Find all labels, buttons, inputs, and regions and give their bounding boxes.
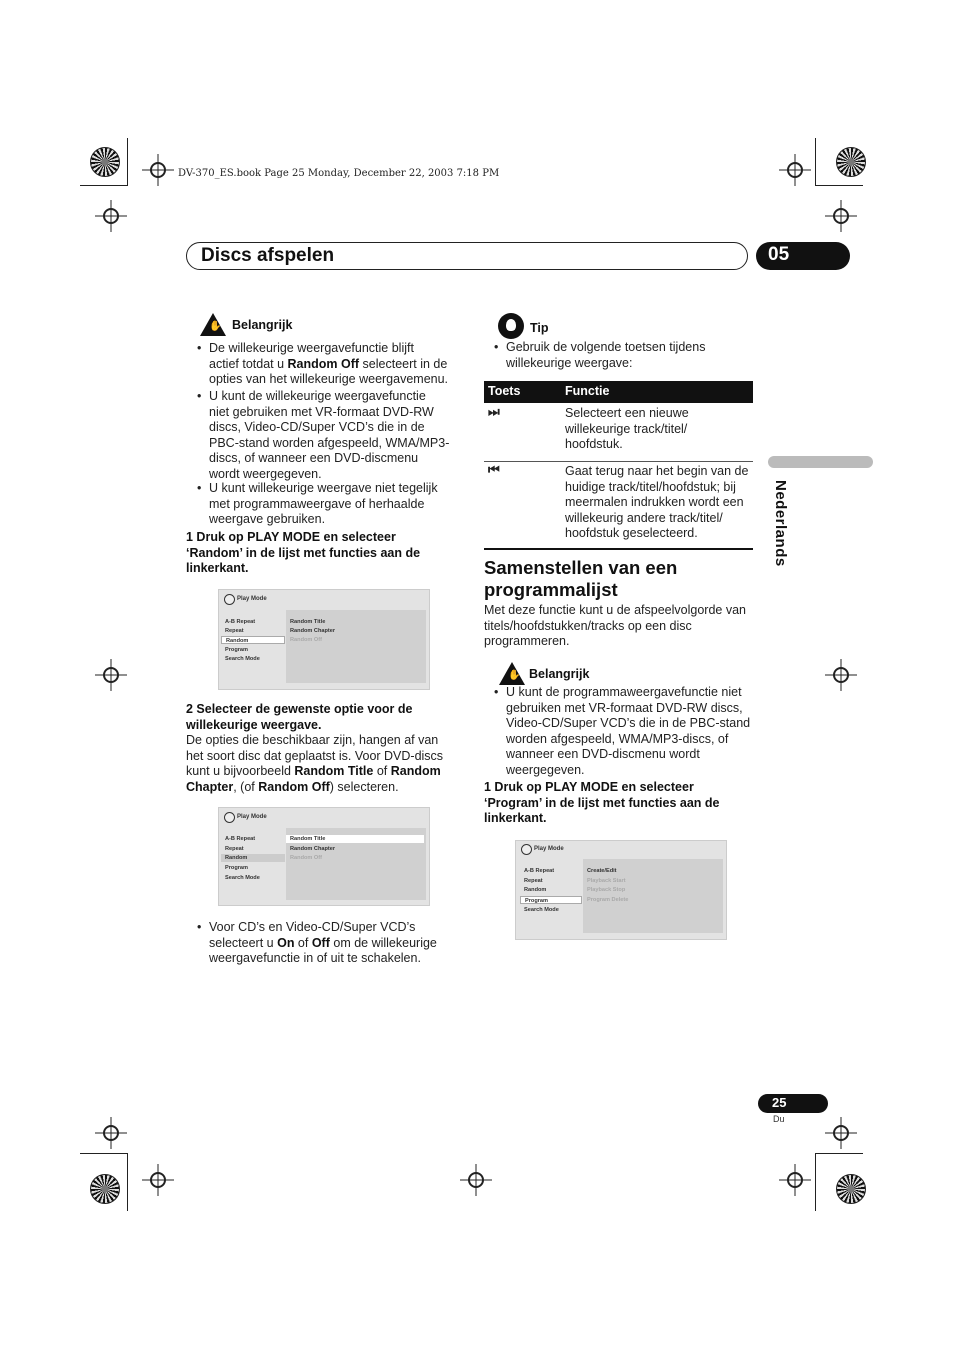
- menu-item: A-B Repeat: [524, 868, 555, 874]
- text-line: willekeurige weergave:: [506, 355, 633, 370]
- play-mode-screen-random: [218, 589, 430, 690]
- text-line: linkerkant.: [186, 561, 249, 576]
- tip-lightbulb-icon: [498, 313, 524, 339]
- play-mode-screen-program: [515, 840, 727, 940]
- text-line: weergegeven.: [506, 762, 585, 777]
- table-divider: [484, 461, 753, 462]
- option-item: Create/Edit: [587, 868, 617, 874]
- menu-item-selected: Program: [520, 896, 582, 904]
- step-2-select-option: [186, 702, 461, 733]
- step-1-program: [484, 780, 756, 827]
- text-line: programmalijst: [484, 579, 618, 600]
- registration-wheel-icon: [90, 1174, 120, 1204]
- text-line: 2 Selecteer de gewenste optie voor de: [186, 702, 413, 716]
- registration-cross-icon: [787, 162, 803, 178]
- menu-item: Repeat: [524, 878, 543, 884]
- menu-item: Search Mode: [524, 907, 559, 913]
- text-line: opties van het willekeurige weergavemenu.: [209, 372, 449, 387]
- menu-item: Program: [225, 647, 249, 653]
- list-item: • U kunt de programmaweergavefunctie niet gebruiken met VR-formaat DVD-RW discs, Video-CD/Super VCD’s die in de PBC-stand worden afgespeeld, WMA/MP3-discs, of wanneer een DVD-discmenu wordt weergegeven.: [506, 685, 758, 779]
- table-cell: [565, 406, 755, 453]
- text-line: Gebruik de volgende toetsen tijdens: [506, 340, 706, 354]
- registration-cross-icon: [150, 1172, 166, 1188]
- option-item-disabled: Playback Start: [587, 878, 626, 884]
- registration-cross-icon: [103, 208, 119, 224]
- crop-mark: [127, 1153, 128, 1211]
- registration-cross-icon: [787, 1172, 803, 1188]
- text-line: ‘Program’ in de lijst met functies aan de: [484, 795, 720, 810]
- registration-cross-icon: [833, 1125, 849, 1141]
- important-label: Belangrijk: [529, 667, 590, 681]
- crop-mark: [815, 1153, 863, 1154]
- chapter-number: 05: [768, 244, 790, 265]
- text-line: het soort disc dat geplaatst is. Voor DVD-discs: [186, 748, 444, 763]
- crop-mark: [80, 1153, 128, 1154]
- chapter-title-bar: [186, 242, 748, 270]
- screen-title: Play Mode: [237, 596, 267, 602]
- list-item: • De willekeurige weergavefunctie blijft actief totdat u Random Off selecteert in de opties van het willekeurige weergavemenu.: [209, 341, 469, 388]
- screen-title: Play Mode: [534, 846, 564, 852]
- menu-item: A-B Repeat: [225, 836, 256, 842]
- tip-label: Tip: [530, 321, 549, 335]
- book-info: DV-370_ES.book Page 25 Monday, December 22, 2003 7:18 PM: [178, 168, 500, 179]
- text-line: gebruiken met VR-formaat DVD-RW discs,: [506, 700, 743, 715]
- text-line: huidige track/titel/hoofdstuk; bij: [565, 479, 736, 494]
- text-line: wordt weergegeven.: [209, 466, 322, 481]
- text-line: De willekeurige weergavefunctie blijft: [209, 341, 414, 355]
- text-line: U kunt willekeurige weergave niet tegelijk: [209, 481, 438, 495]
- crop-mark: [127, 138, 128, 186]
- option-item: Random Chapter: [290, 628, 336, 634]
- chapter-badge: [756, 242, 850, 270]
- screen-title: Play Mode: [237, 814, 267, 820]
- text-line: PBC-stand worden afgespeeld, WMA/MP3-: [209, 435, 450, 450]
- table-header: [484, 381, 753, 403]
- option-item-disabled: Program Delete: [587, 897, 629, 903]
- crop-mark: [815, 1153, 816, 1211]
- language-code: Du: [773, 1114, 785, 1124]
- registration-wheel-icon: [90, 147, 120, 177]
- text-line: worden afgespeeld, WMA/MP3-discs, of: [506, 731, 729, 746]
- list-item: • Gebruik de volgende toetsen tijdens willekeurige weergave:: [506, 340, 756, 371]
- crop-mark: [815, 185, 863, 186]
- page-number-badge: [758, 1094, 828, 1113]
- menu-item-selected: Random: [221, 636, 285, 644]
- page-title: Discs afspelen: [201, 245, 335, 266]
- list-item: • Voor CD’s en Video-CD/Super VCD’s selecteert u On of Off om de willekeurige weergavefunctie in of uit te schakelen.: [209, 920, 469, 967]
- important-label: Belangrijk: [232, 318, 293, 332]
- option-item-disabled: Random Off: [290, 855, 323, 861]
- text-line: meermalen indrukken wordt een: [565, 495, 744, 510]
- disc-icon: [224, 812, 235, 823]
- section-rule: [484, 548, 753, 550]
- disc-icon: [521, 844, 532, 855]
- text-line: hoofdstuk geselecteerd.: [565, 526, 698, 541]
- menu-item: Repeat: [225, 628, 244, 634]
- text-line: Met deze functie kunt u de afspeelvolgorde van: [484, 603, 746, 617]
- text-line: Chapter, (of Random Off) selecteren.: [186, 779, 399, 794]
- menu-item: Program: [225, 865, 249, 871]
- text-line: met programmaweergave of herhaalde: [209, 496, 425, 511]
- section-heading: [484, 557, 756, 601]
- column-header: Toets: [488, 384, 521, 398]
- text-line: programmeren.: [484, 634, 570, 649]
- option-item-disabled: Playback Stop: [587, 887, 626, 893]
- list-item: • U kunt willekeurige weergave niet tegelijk met programmaweergave of herhaalde weergave gebruiken.: [209, 481, 469, 528]
- text-line: Voor CD’s en Video-CD/Super VCD’s: [209, 920, 416, 934]
- text-line: Gaat terug naar het begin van de: [565, 464, 749, 478]
- language-label: Nederlands: [772, 480, 789, 567]
- text-line: willekeurige weergave.: [186, 717, 322, 732]
- menu-item-active: Random: [221, 854, 285, 862]
- option-item: Random Chapter: [290, 846, 336, 852]
- text-line: Selecteert een nieuwe: [565, 406, 689, 420]
- text-line: niet gebruiken met VR-formaat DVD-RW: [209, 404, 434, 419]
- text-line: actief totdat u Random Off selecteert in de: [209, 356, 448, 371]
- text-line: hoofdstuk.: [565, 437, 623, 452]
- page-number: 25: [772, 1095, 787, 1110]
- language-tab: [768, 456, 873, 468]
- registration-cross-icon: [833, 667, 849, 683]
- text-line: Video-CD/Super VCD’s die in de PBC-stand: [506, 716, 751, 731]
- menu-item: Repeat: [225, 846, 244, 852]
- text-line: discs, Video-CD/Super VCD’s die in de: [209, 420, 425, 435]
- step-1-random: [186, 530, 461, 577]
- text-line: willekeurige track/titel/: [565, 421, 688, 436]
- crop-mark: [815, 138, 816, 186]
- warning-icon: ✋: [200, 313, 226, 336]
- text-line: 1 Druk op PLAY MODE en selecteer: [186, 530, 396, 544]
- registration-wheel-icon: [836, 1174, 866, 1204]
- text-line: weergave gebruiken.: [209, 512, 326, 527]
- text-line: weergavefunctie in of uit te schakelen.: [209, 951, 421, 966]
- registration-cross-icon: [103, 1125, 119, 1141]
- text-line: discs, of wanneer een DVD-discmenu: [209, 451, 419, 466]
- next-track-icon: ⏭: [488, 404, 500, 419]
- previous-track-icon: ⏮: [488, 462, 500, 477]
- text-line: U kunt de willekeurige weergavefunctie: [209, 389, 426, 403]
- list-item: • U kunt de willekeurige weergavefunctie niet gebruiken met VR-formaat DVD-RW discs, Video-CD/Super VCD’s die in de PBC-stand worden afgespeeld, WMA/MP3- discs, of wanneer een DVD-discmenu wordt weergegeven.: [209, 389, 469, 483]
- registration-cross-icon: [468, 1172, 484, 1188]
- option-item-disabled: Random Off: [290, 637, 323, 643]
- text-line: 1 Druk op PLAY MODE en selecteer: [484, 780, 694, 794]
- menu-item: Search Mode: [225, 875, 260, 881]
- registration-wheel-icon: [836, 147, 866, 177]
- menu-item: A-B Repeat: [225, 619, 256, 625]
- registration-cross-icon: [833, 208, 849, 224]
- option-item: Random Title: [290, 619, 326, 625]
- menu-item: Random: [524, 887, 547, 893]
- text-line: titels/hoofdstukken/tracks op een disc: [484, 618, 692, 633]
- section-body: [484, 603, 759, 650]
- column-header: Functie: [565, 384, 610, 398]
- text-line: U kunt de programmaweergavefunctie niet: [506, 685, 742, 699]
- registration-cross-icon: [103, 667, 119, 683]
- warning-icon: ✋: [499, 662, 525, 685]
- step-2-body: [186, 733, 466, 795]
- disc-icon: [224, 594, 235, 605]
- crop-mark: [80, 185, 128, 186]
- menu-item: Search Mode: [225, 656, 260, 662]
- text-line: selecteert u On of Off om de willekeurige: [209, 935, 437, 950]
- option-item-selected: Random Title: [286, 835, 424, 843]
- text-line: Samenstellen van een: [484, 557, 678, 578]
- text-line: De opties die beschikbaar zijn, hangen af van: [186, 733, 439, 747]
- play-mode-screen-random-options: [218, 807, 430, 906]
- text-line: linkerkant.: [484, 811, 547, 826]
- table-cell: [565, 464, 757, 542]
- text-line: kunt u bijvoorbeeld Random Title of Random: [186, 764, 441, 779]
- text-line: ‘Random’ in de lijst met functies aan de: [186, 545, 421, 560]
- text-line: wanneer een DVD-discmenu wordt: [506, 747, 700, 762]
- text-line: willekeurig andere track/titel/: [565, 510, 723, 525]
- registration-cross-icon: [150, 162, 166, 178]
